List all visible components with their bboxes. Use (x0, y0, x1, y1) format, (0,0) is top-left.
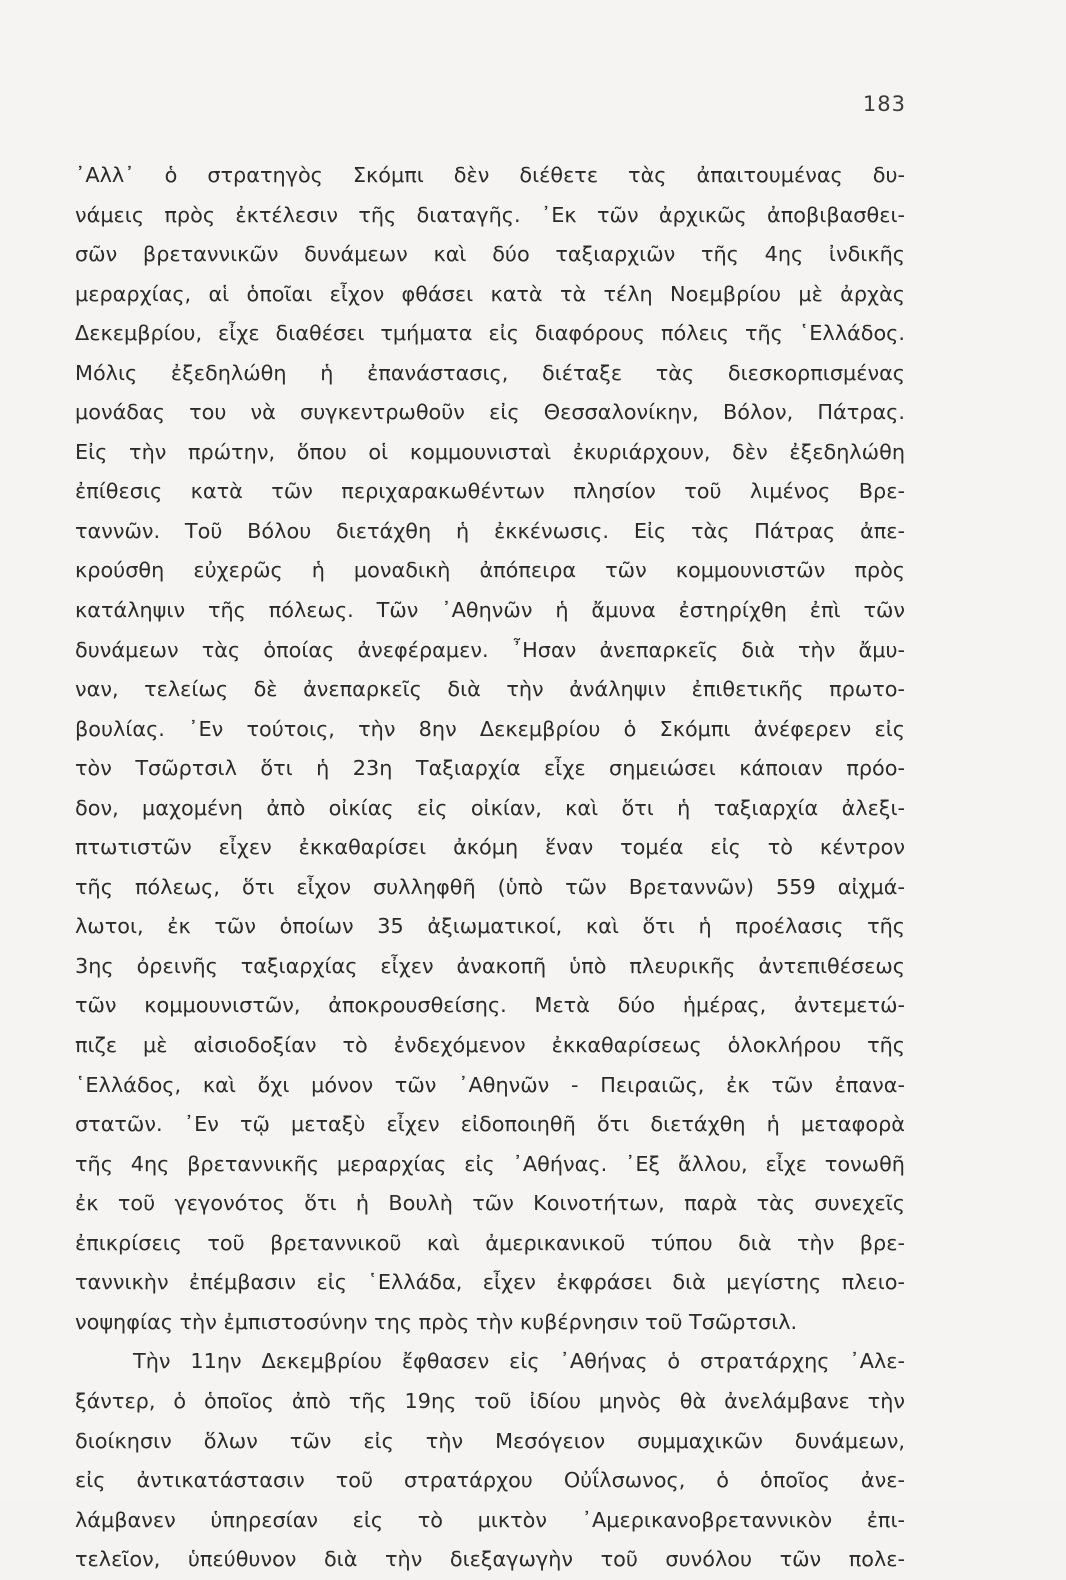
text-line: ταννικὴν ἐπέμβασιν εἰς ῾Ελλάδα, εἶχεν ἐκφράσει διὰ μεγίστης πλειο- (75, 1270, 905, 1295)
text-line: εἰς ἀντικατάστασιν τοῦ στρατάρχου Οὐΐλσωνος, ὁ ὁποῖος ἀνε- (75, 1468, 905, 1493)
text-line: τελεῖον, ὑπεύθυνον διὰ τὴν διεξαγωγὴν τοῦ συνόλου τῶν πολε- (75, 1547, 905, 1572)
text-line: Μόλις ἐξεδηλώθη ἡ ἐπανάστασις, διέταξε τὰς διεσκορπισμένας (75, 360, 905, 385)
text-line: ναν, τελείως δὲ ἀνεπαρκεῖς διὰ τὴν ἀνάληψιν ἐπιθετικῆς πρωτο- (75, 677, 905, 702)
text-line: Τὴν 11ην Δεκεμβρίου ἔφθασεν εἰς ᾿Αθήνας ὁ στρατάρχης ᾿Αλε- (133, 1349, 905, 1374)
text-line: τὸν Τσῶρτσιλ ὅτι ἡ 23η Ταξιαρχία εἶχε σημειώσει κάποιαν πρόο- (75, 756, 905, 781)
text-line: κρούσθη εὐχερῶς ἡ μοναδικὴ ἀπόπειρα τῶν κομμουνιστῶν πρὸς (75, 558, 905, 583)
text-line: τῶν κομμουνιστῶν, ἀποκρουσθείσης. Μετὰ δύο ἡμέρας, ἀντεμετώ- (75, 993, 905, 1018)
text-line: Δεκεμβρίου, εἶχε διαθέσει τμήματα εἰς διαφόρους πόλεις τῆς ῾Ελλάδος. (75, 321, 905, 346)
text-line: νοψηφίας τὴν ἐμπιστοσύνην της πρὸς τὴν κυβέρνησιν τοῦ Τσῶρτσιλ. (75, 1309, 798, 1334)
text-line: μονάδας του νὰ συγκεντρωθοῦν εἰς Θεσσαλονίκην, Βόλον, Πάτρας. (75, 400, 905, 425)
text-line: ῾Ελλάδος, καὶ ὄχι μόνον τῶν ᾿Αθηνῶν - Πειραιῶς, ἐκ τῶν ἐπανα- (75, 1072, 905, 1097)
text-line: πτωτιστῶν εἶχεν ἐκκαθαρίσει ἀκόμη ἕναν τομέα εἰς τὸ κέντρον (75, 835, 905, 860)
text-line: διοίκησιν ὅλων τῶν εἰς τὴν Μεσόγειον συμμαχικῶν δυνάμεων, (75, 1428, 905, 1453)
text-line: κατάληψιν τῆς πόλεως. Τῶν ᾿Αθηνῶν ἡ ἄμυνα ἐστηρίχθη ἐπὶ τῶν (75, 598, 905, 623)
text-line: σῶν βρεταννικῶν δυνάμεων καὶ δύο ταξιαρχιῶν τῆς 4ης ἰνδικῆς (75, 242, 905, 267)
text-line: ἐκ τοῦ γεγονότος ὅτι ἡ Βουλὴ τῶν Κοινοτήτων, παρὰ τὰς συνεχεῖς (75, 1191, 905, 1216)
text-line: βουλίας. ᾿Εν τούτοις, τὴν 8ην Δεκεμβρίου ὁ Σκόμπι ἀνέφερεν εἰς (75, 716, 905, 741)
text-line: λάμβανεν ὑπηρεσίαν εἰς τὸ μικτὸν ᾿Αμερικανοβρεταννικὸν ἐπι- (75, 1507, 905, 1532)
text-line: ἐπίθεσις κατὰ τῶν περιχαρακωθέντων πλησίον τοῦ λιμένος Βρε- (75, 479, 905, 504)
text-line: ταννῶν. Τοῦ Βόλου διετάχθη ἡ ἐκκένωσις. Εἰς τὰς Πάτρας ἀπε- (75, 518, 905, 543)
text-line: μεραρχίας, αἱ ὁποῖαι εἶχον φθάσει κατὰ τὰ τέλη Νοεμβρίου μὲ ἀρχὰς (75, 281, 905, 306)
text-line: ξάντερ, ὁ ὁποῖος ἀπὸ τῆς 19ης τοῦ ἰδίου μηνὸς θὰ ἀνελάμβανε τὴν (75, 1388, 905, 1413)
text-line: τῆς 4ης βρεταννικῆς μεραρχίας εἰς ᾿Αθήνας. ᾿Εξ ἄλλου, εἶχε τονωθῆ (75, 1151, 905, 1176)
body-text (75, 156, 905, 1580)
text-line: ᾿Αλλ᾿ ὁ στρατηγὸς Σκόμπι δὲν διέθετε τὰς ἀπαιτουμένας δυ- (75, 163, 905, 187)
text-line: στατῶν. ᾿Εν τῷ μεταξὺ εἶχεν εἰδοποιηθῆ ὅτι διετάχθη ἡ μεταφορὰ (75, 1112, 905, 1137)
text-line: πιζε μὲ αἰσιοδοξίαν τὸ ἐνδεχόμενον ἐκκαθαρίσεως ὁλοκλήρου τῆς (75, 1033, 905, 1058)
text-line: δυνάμεων τὰς ὁποίας ἀνεφέραμεν. ῏Ησαν ἀνεπαρκεῖς διὰ τὴν ἄμυ- (75, 637, 905, 662)
text-line: ἐπικρίσεις τοῦ βρεταννικοῦ καὶ ἀμερικανικοῦ τύπου διὰ τὴν βρε- (75, 1230, 905, 1255)
text-line: δον, μαχομένη ἀπὸ οἰκίας εἰς οἰκίαν, καὶ ὅτι ἡ ταξιαρχία ἀλεξι- (75, 795, 905, 820)
page-number: 183 (862, 92, 906, 116)
text-line: νάμεις πρὸς ἐκτέλεσιν τῆς διαταγῆς. ᾿Εκ τῶν ἀρχικῶς ἀποβιβασθει- (75, 202, 905, 227)
text-line: τῆς πόλεως, ὅτι εἶχον συλληφθῆ (ὑπὸ τῶν Βρεταννῶν) 559 αἰχμά- (75, 874, 905, 899)
text-line: Εἰς τὴν πρώτην, ὅπου οἱ κομμουνισταὶ ἐκυριάρχουν, δὲν ἐξεδηλώθη (75, 439, 905, 464)
text-line: λωτοι, ἐκ τῶν ὁποίων 35 ἀξιωματικοί, καὶ ὅτι ἡ προέλασις τῆς (75, 914, 905, 939)
text-line: 3ης ὀρεινῆς ταξιαρχίας εἶχεν ἀνακοπῆ ὑπὸ πλευρικῆς ἀντεπιθέσεως (75, 953, 905, 978)
